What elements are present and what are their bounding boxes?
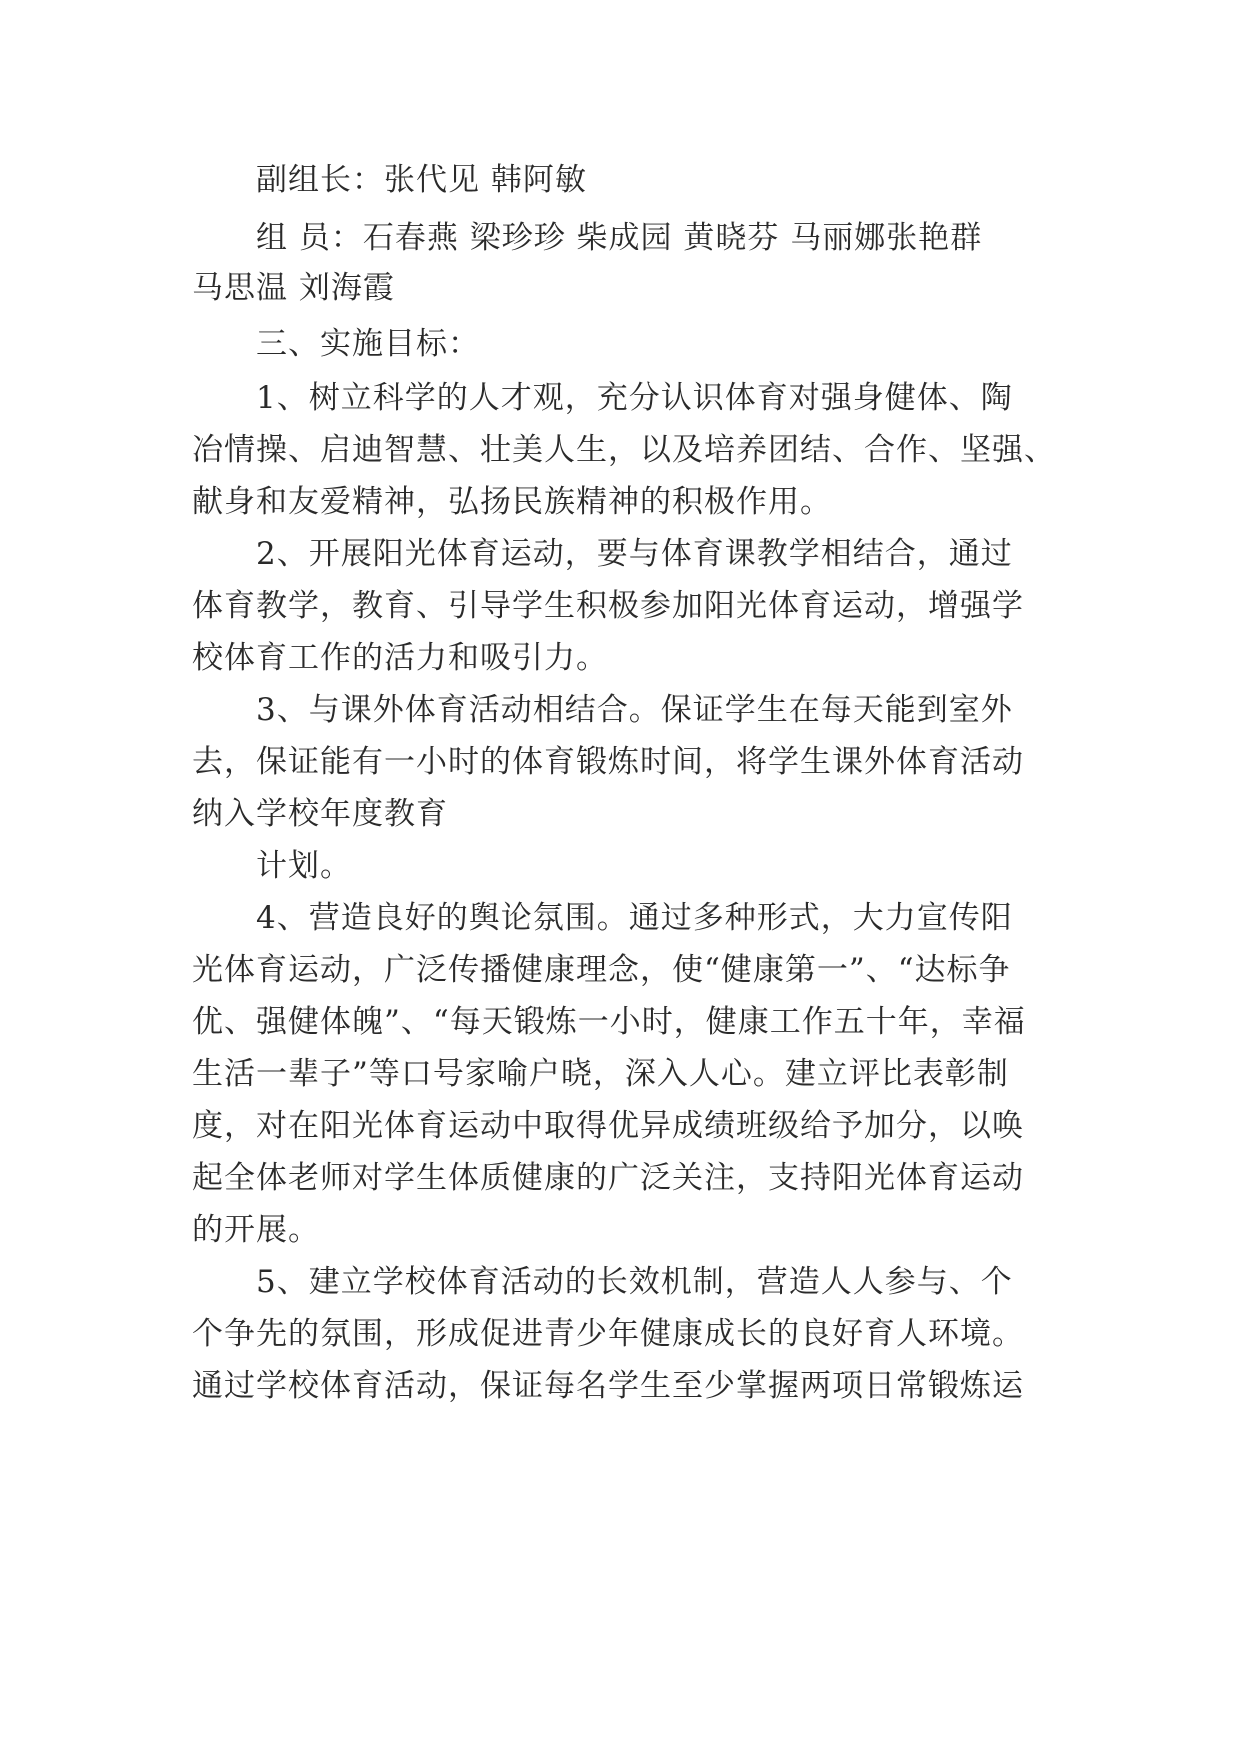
text-line: 去，保证能有一小时的体育锻炼时间，将学生课外体育活动 xyxy=(192,744,1024,780)
section-heading: 三、实施目标： xyxy=(256,326,480,362)
text-line: 校体育工作的活力和吸引力。 xyxy=(192,640,608,676)
text-line: 光体育运动，广泛传播健康理念，使“健康第一”、“达标争 xyxy=(192,952,1011,988)
text-line: 马思温 刘海霞 xyxy=(192,270,395,306)
text-line: 冶情操、启迪智慧、壮美人生，以及培养团结、合作、坚强、 xyxy=(192,432,1056,468)
text-line: 1、树立科学的人才观，充分认识体育对强身健体、陶 xyxy=(256,380,1013,416)
text-line: 体育教学，教育、引导学生积极参加阳光体育运动，增强学 xyxy=(192,588,1024,624)
text-line: 纳入学校年度教育 xyxy=(192,796,448,832)
text-line: 个争先的氛围，形成促进青少年健康成长的良好育人环境。 xyxy=(192,1316,1024,1352)
text-line: 通过学校体育活动，保证每名学生至少掌握两项日常锻炼运 xyxy=(192,1368,1024,1404)
text-line: 副组长：张代见 韩阿敏 xyxy=(256,162,587,198)
text-line: 生活一辈子”等口号家喻户晓，深入人心。建立评比表彰制 xyxy=(192,1056,1009,1092)
text-line: 3、与课外体育活动相结合。保证学生在每天能到室外 xyxy=(256,692,1013,728)
text-line: 的开展。 xyxy=(192,1212,320,1248)
text-line: 5、建立学校体育活动的长效机制，营造人人参与、个 xyxy=(256,1264,1013,1300)
text-line: 4、营造良好的舆论氛围。通过多种形式，大力宣传阳 xyxy=(256,900,1013,936)
text-line: 度，对在阳光体育运动中取得优异成绩班级给予加分，以唤 xyxy=(192,1108,1024,1144)
text-line: 优、强健体魄”、“每天锻炼一小时，健康工作五十年，幸福 xyxy=(192,1004,1026,1040)
text-line: 起全体老师对学生体质健康的广泛关注，支持阳光体育运动 xyxy=(192,1160,1024,1196)
text-line: 计划。 xyxy=(256,848,352,884)
text-line: 组 员：石春燕 梁珍珍 柴成园 黄晓芬 马丽娜张艳群 xyxy=(256,220,983,256)
text-line: 献身和友爱精神，弘扬民族精神的积极作用。 xyxy=(192,484,832,520)
text-line: 2、开展阳光体育运动，要与体育课教学相结合，通过 xyxy=(256,536,1013,572)
